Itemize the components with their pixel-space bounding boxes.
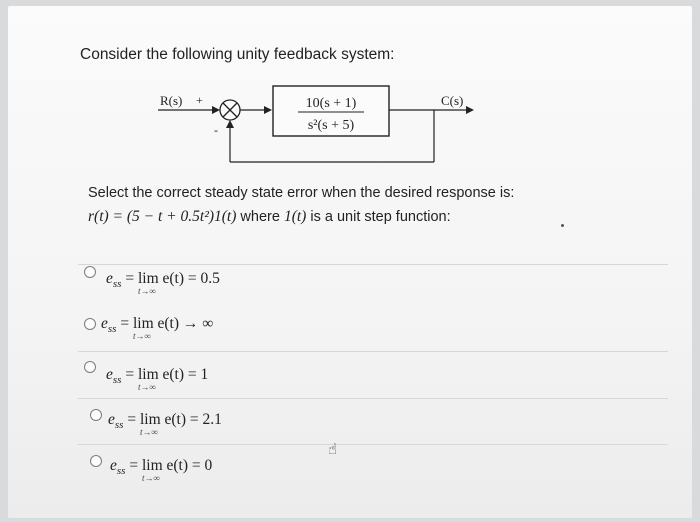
option-2-equation: $e_{ss} = \lim$ t→∞ e(t) → ∞ (101, 315, 214, 341)
input-label: R(s) (160, 93, 183, 108)
radio-option-2[interactable] (84, 318, 96, 330)
minus-sign: - (214, 123, 218, 137)
option-1-equation: $e_{ss} = \lim$ t→∞ e(t) = 0.5 (106, 270, 220, 296)
input-arrowhead (212, 106, 220, 114)
reference-input-expression: r(t) = (5 − t + 0.5t²)1(t) (88, 208, 237, 225)
question-text: Consider the following unity feedback system: (80, 46, 395, 63)
prompt-line-1: Select the correct steady state error when the desired response is: (88, 185, 515, 201)
radio-option-5[interactable] (90, 455, 102, 467)
answer-option-1[interactable] (78, 218, 668, 265)
option-3-equation: $e_{ss} = \lim$ t→∞ e(t) = 1 (106, 366, 209, 392)
feedback-arrowhead (226, 120, 234, 128)
prompt-line-2: r(t) = (5 − t + 0.5t²)1(t) where 1(t) is a unit step function: (88, 208, 451, 225)
radio-option-4[interactable] (90, 409, 102, 421)
option-5-equation: $e_{ss} = \lim$ t→∞ e(t) = 0 (110, 457, 213, 483)
hand-pointer-icon: ☝ (328, 441, 338, 458)
radio-option-1[interactable] (84, 266, 96, 278)
block-arrowhead (264, 106, 272, 114)
radio-option-3[interactable] (84, 361, 96, 373)
plus-sign: + (196, 93, 203, 107)
output-arrowhead (466, 106, 474, 114)
tf-numerator: 10(s + 1) (305, 96, 357, 111)
block-diagram (150, 80, 490, 180)
output-label: C(s) (441, 93, 464, 108)
option-4-equation: $e_{ss} = \lim$ t→∞ e(t) = 2.1 (108, 411, 222, 437)
tf-denominator: s²(s + 5) (307, 118, 355, 133)
